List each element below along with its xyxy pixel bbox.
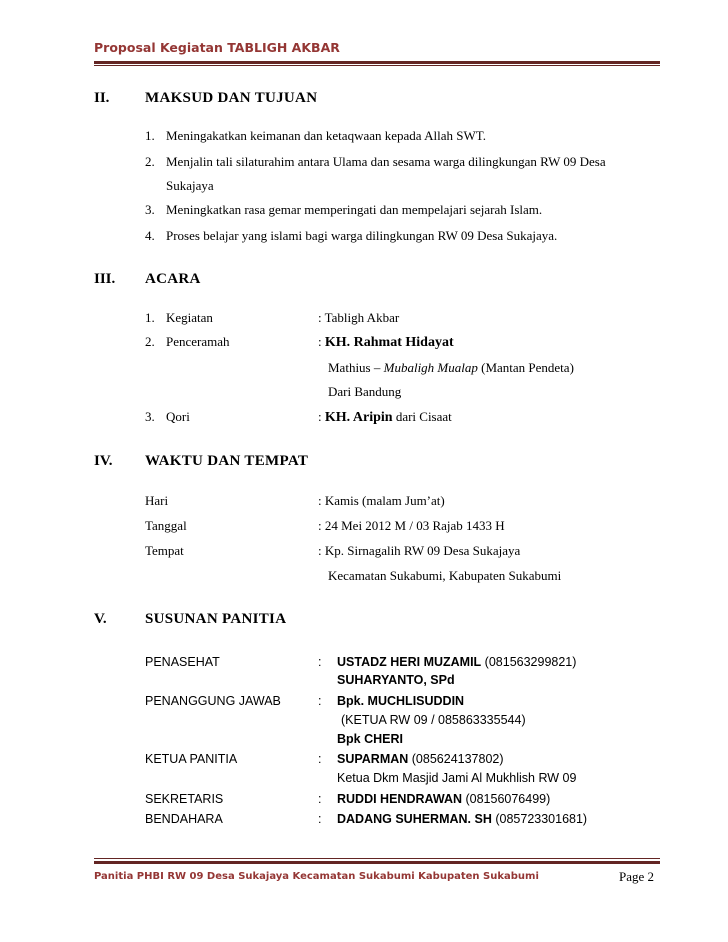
field-value	[318, 409, 452, 426]
field-value-continuation: Kecamatan Sukabumi, Kabupaten Sukabumi	[328, 568, 562, 583]
section-title: MAKSUD DAN TUJUAN	[145, 90, 318, 106]
person-phone: (081563299821)	[481, 655, 577, 669]
field-label: Qori	[166, 409, 190, 424]
field-label: Kegiatan	[166, 310, 213, 325]
role-label: SEKRETARIS	[145, 792, 224, 806]
page-number: Page 2	[619, 869, 655, 884]
qori-name: KH. Aripin	[324, 410, 393, 425]
section-title: ACARA	[145, 271, 201, 287]
list-item: Meningkatkan rasa gemar memperingati dan mempelajari sejarah Islam.	[166, 202, 543, 217]
colon: :	[318, 694, 322, 708]
field-label: Tempat	[145, 543, 184, 558]
list-number: 1.	[145, 128, 155, 143]
colon: :	[318, 409, 325, 424]
field-label: Tanggal	[145, 518, 187, 533]
person-name: SUPARMAN	[337, 752, 409, 766]
field-value	[318, 334, 454, 351]
person-phone: (085723301681)	[491, 812, 588, 826]
colon: :	[318, 655, 322, 669]
role-person	[337, 811, 587, 827]
person-phone: (08156076499)	[462, 792, 551, 806]
list-number: 2.	[145, 154, 155, 169]
field-label: Hari	[145, 493, 169, 508]
field-value: : Tabligh Akbar	[318, 310, 400, 325]
list-number: 2.	[145, 334, 155, 349]
header-rule-thick	[94, 61, 660, 64]
person-name-2: SUHARYANTO, SPd	[337, 673, 455, 687]
person-name: DADANG SUHERMAN. SH	[337, 812, 492, 826]
list-item-continuation: Sukajaya	[166, 178, 214, 193]
section-number: II.	[94, 90, 110, 106]
role-label: PENASEHAT	[145, 655, 220, 669]
colon: :	[318, 752, 322, 766]
role-label: PENANGGUNG JAWAB	[145, 694, 281, 708]
field-label: Penceramah	[166, 334, 230, 349]
speaker-2: Mathius –	[328, 360, 384, 375]
list-number: 3.	[145, 409, 155, 424]
qori-origin: dari Cisaat	[392, 409, 452, 424]
person-name-2: Bpk CHERI	[337, 732, 403, 746]
field-value: : Kp. Sirnagalih RW 09 Desa Sukajaya	[318, 543, 521, 558]
role-person	[337, 751, 504, 767]
person-phone: (085624137802)	[408, 752, 504, 766]
field-value: : 24 Mei 2012 M / 03 Rajab 1433 H	[318, 518, 505, 533]
list-item: Menjalin tali silaturahim antara Ulama dan sesama warga dilingkungan RW 09 Desa	[166, 154, 606, 169]
field-value-line2	[328, 360, 574, 376]
colon: :	[318, 812, 322, 826]
list-number: 4.	[145, 228, 155, 243]
footer-text: Panitia PHBI RW 09 Desa Sukajaya Kecamatan Sukabumi Kabupaten Sukabumi	[94, 871, 539, 882]
person-note: (KETUA RW 09 / 085863335544)	[341, 713, 526, 727]
footer-rule-thin	[94, 858, 660, 859]
header-title: Proposal Kegiatan TABLIGH AKBAR	[94, 40, 340, 55]
section-number: IV.	[94, 453, 113, 469]
role-person	[337, 791, 550, 807]
role-person	[337, 654, 576, 670]
field-value: : Kamis (malam Jum’at)	[318, 493, 445, 508]
field-value-line3: Dari Bandung	[328, 384, 402, 399]
colon: :	[318, 334, 325, 349]
section-number: III.	[94, 271, 116, 287]
footer-rule-thick	[94, 861, 660, 864]
list-item: Proses belajar yang islami bagi warga dilingkungan RW 09 Desa Sukajaya.	[166, 228, 558, 243]
person-note: Ketua Dkm Masjid Jami Al Mukhlish RW 09	[337, 771, 577, 785]
role-label: BENDAHARA	[145, 812, 223, 826]
section-number: V.	[94, 611, 107, 627]
speaker-2-note: (Mantan Pendeta)	[477, 360, 574, 375]
person-name: Bpk. MUCHLISUDDIN	[337, 694, 465, 708]
header-rule-thin	[94, 65, 660, 66]
section-title: WAKTU DAN TEMPAT	[145, 453, 309, 469]
speaker-name: KH. Rahmat Hidayat	[324, 335, 454, 350]
list-number: 1.	[145, 310, 155, 325]
colon: :	[318, 792, 322, 806]
person-name: RUDDI HENDRAWAN	[337, 792, 462, 806]
speaker-2-title: Mubaligh Mualap	[383, 360, 478, 375]
role-label: KETUA PANITIA	[145, 752, 238, 766]
person-name: USTADZ HERI MUZAMIL	[337, 655, 482, 669]
list-item: Meningakatkan keimanan dan ketaqwaan kepada Allah SWT.	[166, 128, 486, 143]
section-title: SUSUNAN PANITIA	[145, 611, 287, 627]
list-number: 3.	[145, 202, 155, 217]
